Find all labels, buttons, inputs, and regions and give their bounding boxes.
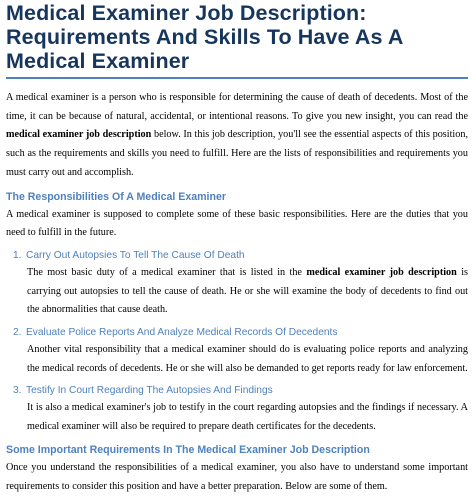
- item-text-part1: The most basic duty of a medical examiner that is listed in the: [27, 266, 307, 278]
- responsibility-item-1: [6, 247, 468, 320]
- responsibilities-intro: A medical examiner is supposed to complete some of these basic responsibilities. Here are the duties that you need to fulfill in the future.: [6, 208, 468, 239]
- title-rest: Requirements And Skills To Have As A Medical Examiner: [6, 25, 403, 73]
- requirements-intro: Once you understand the responsibilities of a medical examiner, you also have to understand some important requirements to consider this position and have a better preparation. Below are some of them.: [6, 461, 468, 492]
- item-text: [6, 264, 468, 320]
- requirements-heading-text: Some Important Requirements In The: [6, 443, 198, 456]
- intro-bold-keyword: medical examiner job description: [6, 129, 152, 141]
- title-underline: [6, 77, 468, 79]
- item-title: Carry Out Autopsies To Tell The Cause Of Death: [26, 249, 245, 261]
- document-page: [6, 0, 468, 496]
- intro-paragraph: [6, 89, 468, 183]
- item-bold-keyword: medical examiner job description: [306, 266, 457, 278]
- intro-text-part2: below. In this job description, you'll see the essential aspects of this position, such as the requirements and skills you need to fulfill. Here are the lists of responsibilities and requirements you must carry out and accomplish.: [6, 129, 468, 178]
- item-text: Another vital responsibility that a medical examiner should do is evaluating police reports and analyzing the medical records of decedents. He or she will also be demanded to get reports ready for law enforcement.: [27, 344, 468, 374]
- item-heading: [6, 382, 468, 399]
- responsibility-item-3: [6, 382, 468, 436]
- item-text: It is also a medical examiner's job to testify in the court regarding autopsies and the findings if necessary. A medical examiner will also be required to prepare death certificates for the decedents.: [27, 402, 468, 433]
- item-title: Evaluate Police Reports And Analyze Medical Records Of Decedents: [26, 327, 338, 339]
- title-colon: :: [359, 1, 367, 25]
- title-bold: Medical Examiner Job Description: [6, 1, 360, 25]
- responsibilities-heading: The Responsibilities Of A Medical Examiner: [6, 190, 226, 203]
- responsibility-item-2: [6, 324, 468, 378]
- item-heading: [6, 247, 468, 264]
- page-title: [6, 0, 468, 73]
- requirements-heading-bold: Medical Examiner Job Description: [197, 443, 370, 456]
- requirements-heading: [6, 441, 468, 459]
- intro-text-part1: A medical examiner is a person who is responsible for determining the cause of death of decedents. Most of the time, it can be because of natural, accidental, or intentional reasons. To give you new insight, you can read the: [6, 92, 468, 122]
- item-text-part2: is carrying out autopsies to tell the cause of death. He or she will examine the body of decedents to find out the abnormalities that cause death.: [27, 266, 469, 316]
- item-number: 3.: [13, 385, 22, 397]
- item-number: 2.: [13, 327, 22, 339]
- item-title: Testify In Court Regarding The Autopsies And Findings: [26, 385, 273, 397]
- item-heading: [6, 324, 468, 341]
- item-number: 1.: [13, 249, 22, 261]
